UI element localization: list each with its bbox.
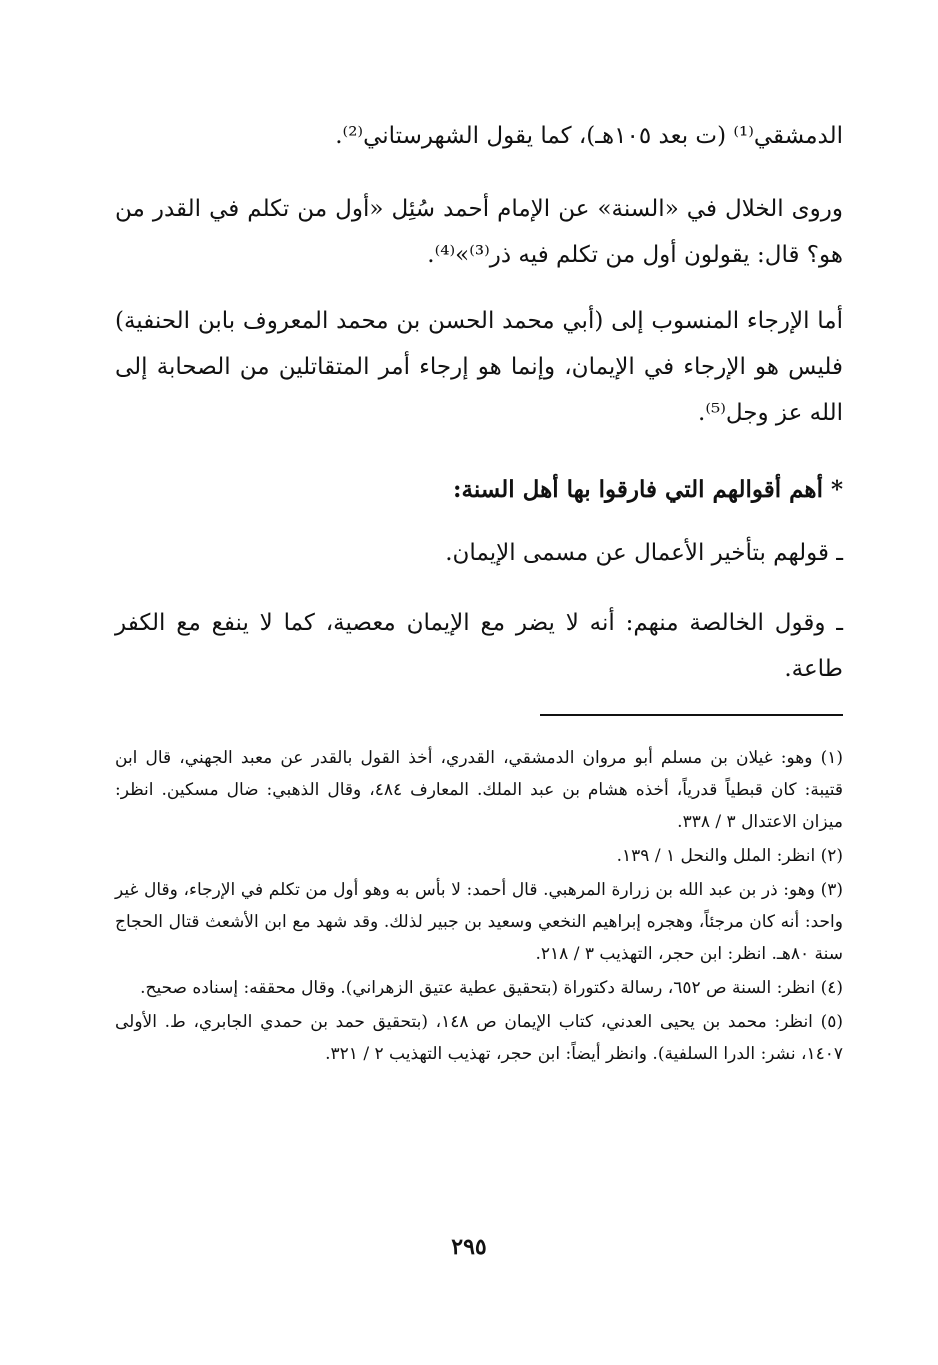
body-paragraph-5 bbox=[115, 600, 843, 692]
footnote-5: (٥) انظر: محمد بن يحيى العدني، كتاب الإيمان ص ١٤٨، (بتحقيق حمد بن حمدي الجابري، ط. الأولى ١٤٠٧، نشر: الدرا السلفية). وانظر أيضاً: ابن حجر، تهذيب التهذيب ٢ / ٣٢١. bbox=[115, 1012, 843, 1064]
footnote-2: (٢) انظر: الملل والنحل ١ / ١٣٩. bbox=[616, 846, 843, 866]
section-heading bbox=[115, 467, 843, 513]
body-paragraph-4 bbox=[115, 530, 843, 576]
paragraph-text: أما الإرجاء المنسوب إلى (أبي محمد الحسن بن محمد المعروف بابن الحنفية) فليس هو الإرجاء في الإيمان، وإنما هو إرجاء أمر المتقاتلين من الصحابة إلى الله عز وجل⁽⁵⁾. bbox=[115, 308, 843, 426]
paragraph-text: ـ وقول الخالصة منهم: أنه لا يضر مع الإيمان معصية، كما لا ينفع مع الكفر طاعة. bbox=[115, 610, 843, 682]
paragraph-text: ـ قولهم بتأخير الأعمال عن مسمى الإيمان. bbox=[445, 540, 843, 566]
body-paragraph-3 bbox=[115, 298, 843, 436]
footnote-4: (٤) انظر: السنة ص ٦٥٢، رسالة دكتوراة (بتحقيق عطية عتيق الزهراني). وقال محققه: إسناده صحيح. bbox=[140, 978, 843, 998]
heading-text: * أهم أقوالهم التي فارقوا بها أهل السنة: bbox=[453, 476, 843, 503]
body-paragraph-2 bbox=[115, 186, 843, 278]
footnote-1: (١) وهو: غيلان بن مسلم أبو مروان الدمشقي، القدري، أخذ القول بالقدر عن معبد الجهني، قال ابن قتيبة: كان قبطياً قدرياً، أخذه هشام بن عبد الملك. المعارف ٤٨٤، وقال الذهبي: ضال مسكين. انظر: ميزان الاعتدال ٣ / ٣٣٨. bbox=[115, 748, 843, 832]
paragraph-text: الدمشقي⁽¹⁾ (ت بعد ١٠٥هـ)، كما يقول الشهرستاني⁽²⁾. bbox=[335, 123, 843, 149]
paragraph-text: وروى الخلال في «السنة» عن الإمام أحمد سُئِل «أول من تكلم في القدر من هو؟ قال: يقولون أول من تكلم فيه ذر⁽³⁾»⁽⁴⁾. bbox=[115, 196, 843, 268]
body-paragraph-1 bbox=[115, 113, 843, 159]
page-number: ٢٩٥ bbox=[451, 1234, 487, 1260]
footnote-3: (٣) وهو: ذر بن عبد الله بن زرارة المرهبي. قال أحمد: لا بأس به وهو أول من تكلم في الإرجاء، وقال غير واحد: أنه كان مرجئاً، وهجره إبراهيم النخعي وسعيد بن جبير لذلك. وقد شهد مع ابن الأشعث قتال الحجاج سنة ٨٠هـ. انظر: ابن حجر، التهذيب ٣ / ٢١٨. bbox=[115, 880, 843, 964]
footnotes-section bbox=[115, 742, 843, 1072]
footnote-divider bbox=[540, 714, 843, 716]
